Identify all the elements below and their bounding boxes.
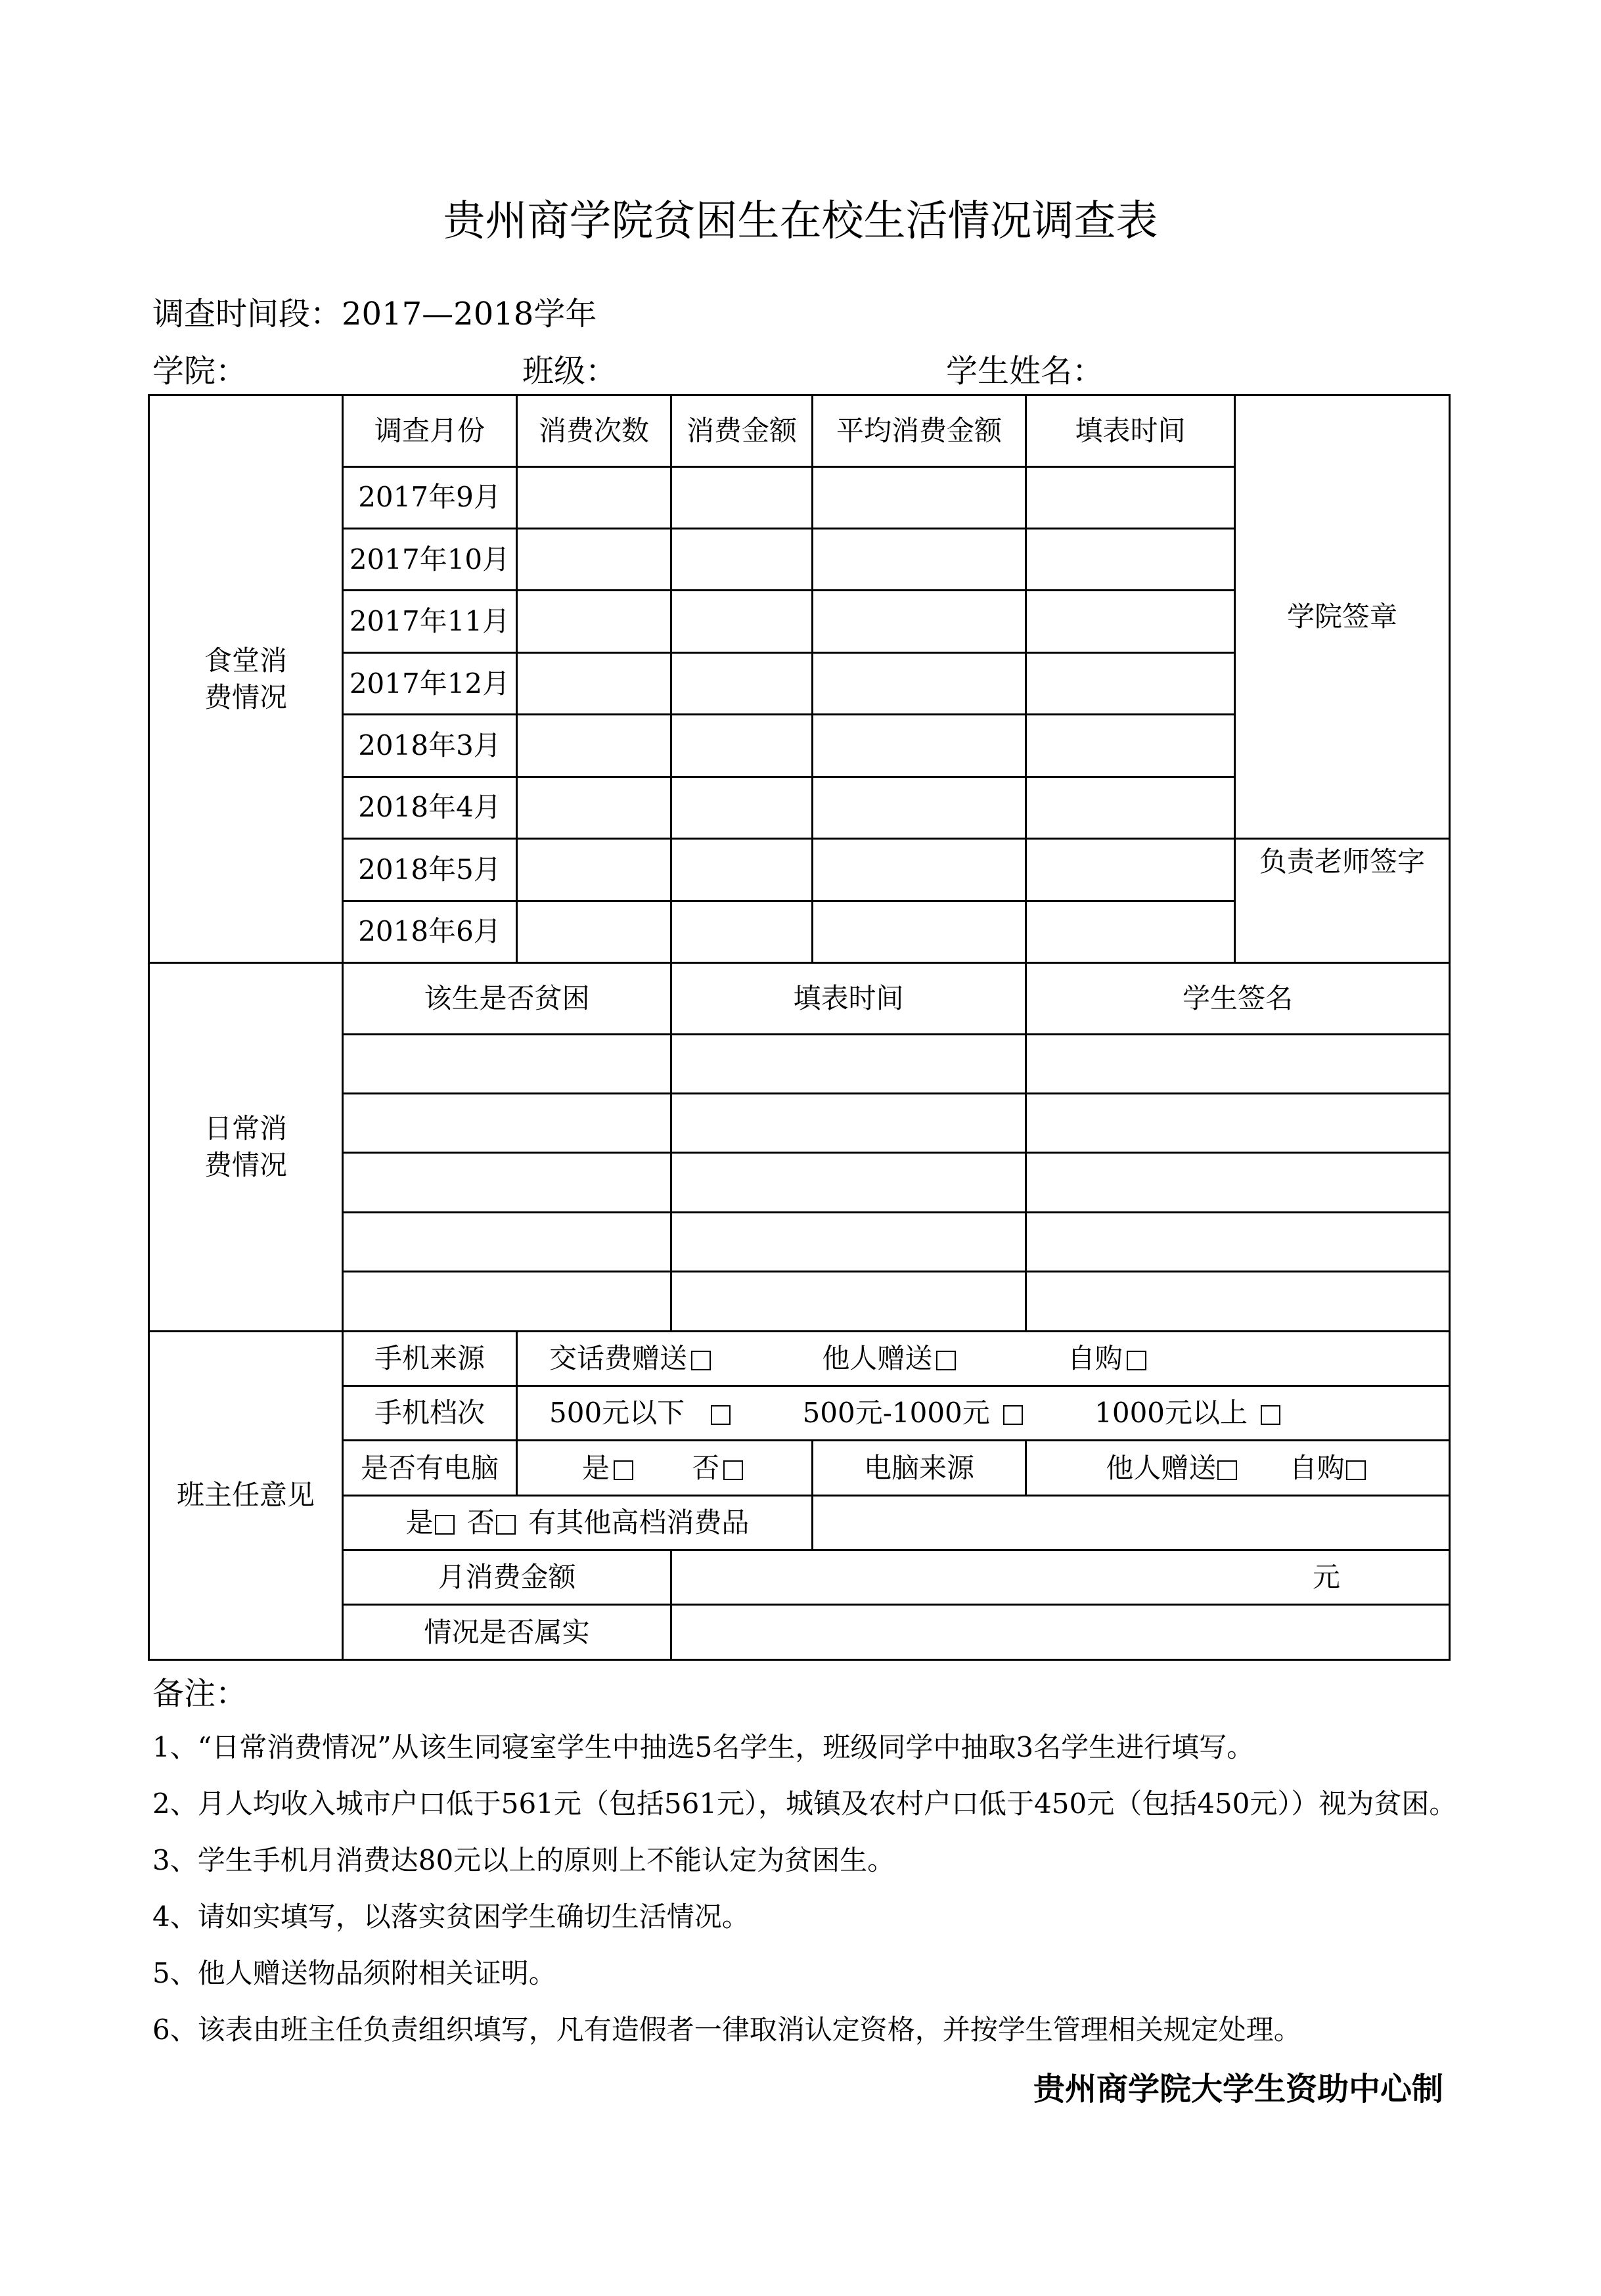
header-is-poor: 该生是否贫困 xyxy=(343,963,671,1035)
input-cell[interactable] xyxy=(517,839,671,901)
teacher-section-label: 班主任意见 xyxy=(149,1331,343,1659)
note-6: 6、该表由班主任负责组织填写，凡有造假者一律取消认定资格，并按学生管理相关规定处理。 xyxy=(152,2014,1301,2046)
input-cell[interactable] xyxy=(671,1093,1026,1152)
option-phone-bill-gift: 交话费赠送 xyxy=(549,1341,688,1374)
month-cell: 2018年3月 xyxy=(343,715,517,777)
input-cell[interactable] xyxy=(1026,1034,1450,1093)
header-amount: 消费金额 xyxy=(671,395,813,467)
computer-source-options xyxy=(1026,1441,1450,1495)
header-student-sign: 学生签名 xyxy=(1026,963,1450,1035)
checkbox-under-500[interactable] xyxy=(711,1405,731,1425)
month-cell: 2017年10月 xyxy=(343,528,517,590)
header-average: 平均消费金额 xyxy=(813,395,1026,467)
option-others-gift: 他人赠送 xyxy=(822,1341,933,1374)
input-cell[interactable] xyxy=(671,591,813,652)
checkbox-luxury-yes[interactable] xyxy=(435,1515,455,1535)
yuan-unit: 元 xyxy=(1312,1561,1340,1594)
input-cell[interactable] xyxy=(671,715,813,777)
input-cell[interactable] xyxy=(343,1153,671,1212)
phone-grade-options xyxy=(517,1385,1450,1440)
monthly-amount-input[interactable] xyxy=(671,1550,1450,1605)
input-cell[interactable] xyxy=(813,528,1026,590)
checkbox-luxury-no[interactable] xyxy=(496,1515,516,1535)
input-cell[interactable] xyxy=(813,466,1026,528)
college-stamp-cell: 学院签章 xyxy=(1235,395,1450,839)
canteen-section-label: 食堂消费情况 xyxy=(149,395,343,963)
input-cell[interactable] xyxy=(517,591,671,652)
option-computer-self: 自购 xyxy=(1289,1451,1345,1484)
input-cell[interactable] xyxy=(1026,528,1235,590)
input-cell[interactable] xyxy=(517,528,671,590)
checkbox-computer-no[interactable] xyxy=(723,1460,743,1480)
option-500-1000: 500元-1000元 xyxy=(802,1397,990,1429)
input-cell[interactable] xyxy=(517,901,671,962)
input-cell[interactable] xyxy=(1026,1093,1450,1152)
option-self-buy: 自购 xyxy=(1067,1341,1123,1374)
input-cell[interactable] xyxy=(671,1153,1026,1212)
luxury-label: 有其他高档消费品 xyxy=(528,1506,750,1539)
input-cell[interactable] xyxy=(671,901,813,962)
month-cell: 2017年9月 xyxy=(343,466,517,528)
survey-table xyxy=(148,394,1451,1661)
input-cell[interactable] xyxy=(1026,652,1235,714)
month-cell: 2017年11月 xyxy=(343,591,517,652)
note-2: 2、月人均收入城市户口低于561元（包括561元），城镇及农村户口低于450元（包括450元））视为贫困。 xyxy=(152,1788,1457,1820)
month-cell: 2018年4月 xyxy=(343,777,517,838)
input-cell[interactable] xyxy=(517,777,671,838)
checkbox-phone-bill-gift[interactable] xyxy=(691,1351,711,1370)
checkbox-others-gift[interactable] xyxy=(936,1351,956,1370)
input-cell[interactable] xyxy=(671,1034,1026,1093)
checkbox-computer-self[interactable] xyxy=(1346,1460,1366,1480)
input-cell[interactable] xyxy=(671,652,813,714)
input-cell[interactable] xyxy=(671,1272,1026,1331)
checkbox-500-1000[interactable] xyxy=(1003,1405,1023,1425)
input-cell[interactable] xyxy=(1026,1212,1450,1271)
month-cell: 2018年5月 xyxy=(343,839,517,901)
computer-source-label: 电脑来源 xyxy=(813,1441,1026,1495)
input-cell[interactable] xyxy=(343,1272,671,1331)
computer-options xyxy=(517,1441,813,1495)
luxury-cell xyxy=(343,1495,813,1550)
input-cell[interactable] xyxy=(813,652,1026,714)
notes-title: 备注： xyxy=(152,1675,248,1712)
input-cell[interactable] xyxy=(1026,715,1235,777)
input-cell[interactable] xyxy=(813,839,1026,901)
input-cell[interactable] xyxy=(1026,901,1235,962)
input-cell[interactable] xyxy=(343,1212,671,1271)
month-cell: 2017年12月 xyxy=(343,652,517,714)
option-luxury-no: 否 xyxy=(466,1506,495,1539)
option-luxury-yes: 是 xyxy=(405,1506,434,1539)
college-field-label: 学院： xyxy=(152,353,248,390)
note-4: 4、请如实填写，以落实贫困学生确切生活情况。 xyxy=(152,1901,750,1933)
input-cell[interactable] xyxy=(671,839,813,901)
checkbox-self-buy[interactable] xyxy=(1127,1351,1146,1370)
student-name-field-label: 学生姓名： xyxy=(946,353,1104,390)
checkbox-computer-gift[interactable] xyxy=(1217,1460,1237,1480)
input-cell[interactable] xyxy=(813,901,1026,962)
input-cell[interactable] xyxy=(517,652,671,714)
input-cell[interactable] xyxy=(343,1034,671,1093)
input-cell[interactable] xyxy=(671,466,813,528)
input-cell[interactable] xyxy=(1026,466,1235,528)
option-yes: 是 xyxy=(581,1451,610,1484)
truth-label: 情况是否属实 xyxy=(343,1605,671,1660)
note-1: 1、“日常消费情况”从该生同寝室学生中抽选5名学生，班级同学中抽取3名学生进行填写。 xyxy=(152,1731,1255,1763)
input-cell[interactable] xyxy=(1026,1153,1450,1212)
form-title: 贵州商学院贫困生在校生活情况调查表 xyxy=(443,197,1158,246)
input-cell[interactable] xyxy=(343,1093,671,1152)
header-count: 消费次数 xyxy=(517,395,671,467)
note-3: 3、学生手机月消费达80元以上的原则上不能认定为贫困生。 xyxy=(152,1844,895,1876)
input-cell[interactable] xyxy=(1026,839,1235,901)
truth-input[interactable] xyxy=(671,1605,1450,1660)
input-cell[interactable] xyxy=(1026,777,1235,838)
phone-source-options xyxy=(517,1331,1450,1385)
input-cell[interactable] xyxy=(671,528,813,590)
issuer-footer: 贵州商学院大学生资助中心制 xyxy=(1033,2071,1443,2107)
option-over-1000: 1000元以上 xyxy=(1094,1397,1248,1429)
input-cell[interactable] xyxy=(1026,591,1235,652)
phone-source-label: 手机来源 xyxy=(343,1331,517,1385)
input-cell[interactable] xyxy=(1026,1272,1450,1331)
input-cell[interactable] xyxy=(671,777,813,838)
survey-period: 调查时间段：2017—2018学年 xyxy=(152,296,597,332)
input-cell[interactable] xyxy=(517,466,671,528)
class-field-label: 班级： xyxy=(522,353,618,390)
option-no: 否 xyxy=(692,1451,720,1484)
option-computer-gift: 他人赠送 xyxy=(1106,1451,1217,1484)
computer-label: 是否有电脑 xyxy=(343,1441,517,1495)
input-cell[interactable] xyxy=(813,591,1026,652)
option-under-500: 500元以下 xyxy=(549,1397,685,1429)
phone-grade-label: 手机档次 xyxy=(343,1385,517,1440)
input-cell[interactable] xyxy=(671,1212,1026,1271)
checkbox-computer-yes[interactable] xyxy=(614,1460,633,1480)
header-daily-fill-time: 填表时间 xyxy=(671,963,1026,1035)
daily-section-label: 日常消费情况 xyxy=(149,963,343,1332)
header-month: 调查月份 xyxy=(343,395,517,467)
checkbox-over-1000[interactable] xyxy=(1261,1405,1280,1425)
input-cell[interactable] xyxy=(813,715,1026,777)
input-cell[interactable] xyxy=(813,777,1026,838)
note-5: 5、他人赠送物品须附相关证明。 xyxy=(152,1957,556,1989)
input-cell[interactable] xyxy=(517,715,671,777)
teacher-sign-cell: 负责老师签字 xyxy=(1235,839,1450,963)
month-cell: 2018年6月 xyxy=(343,901,517,962)
header-fill-time: 填表时间 xyxy=(1026,395,1235,467)
input-cell[interactable] xyxy=(813,1495,1450,1550)
monthly-amount-label: 月消费金额 xyxy=(343,1550,671,1605)
